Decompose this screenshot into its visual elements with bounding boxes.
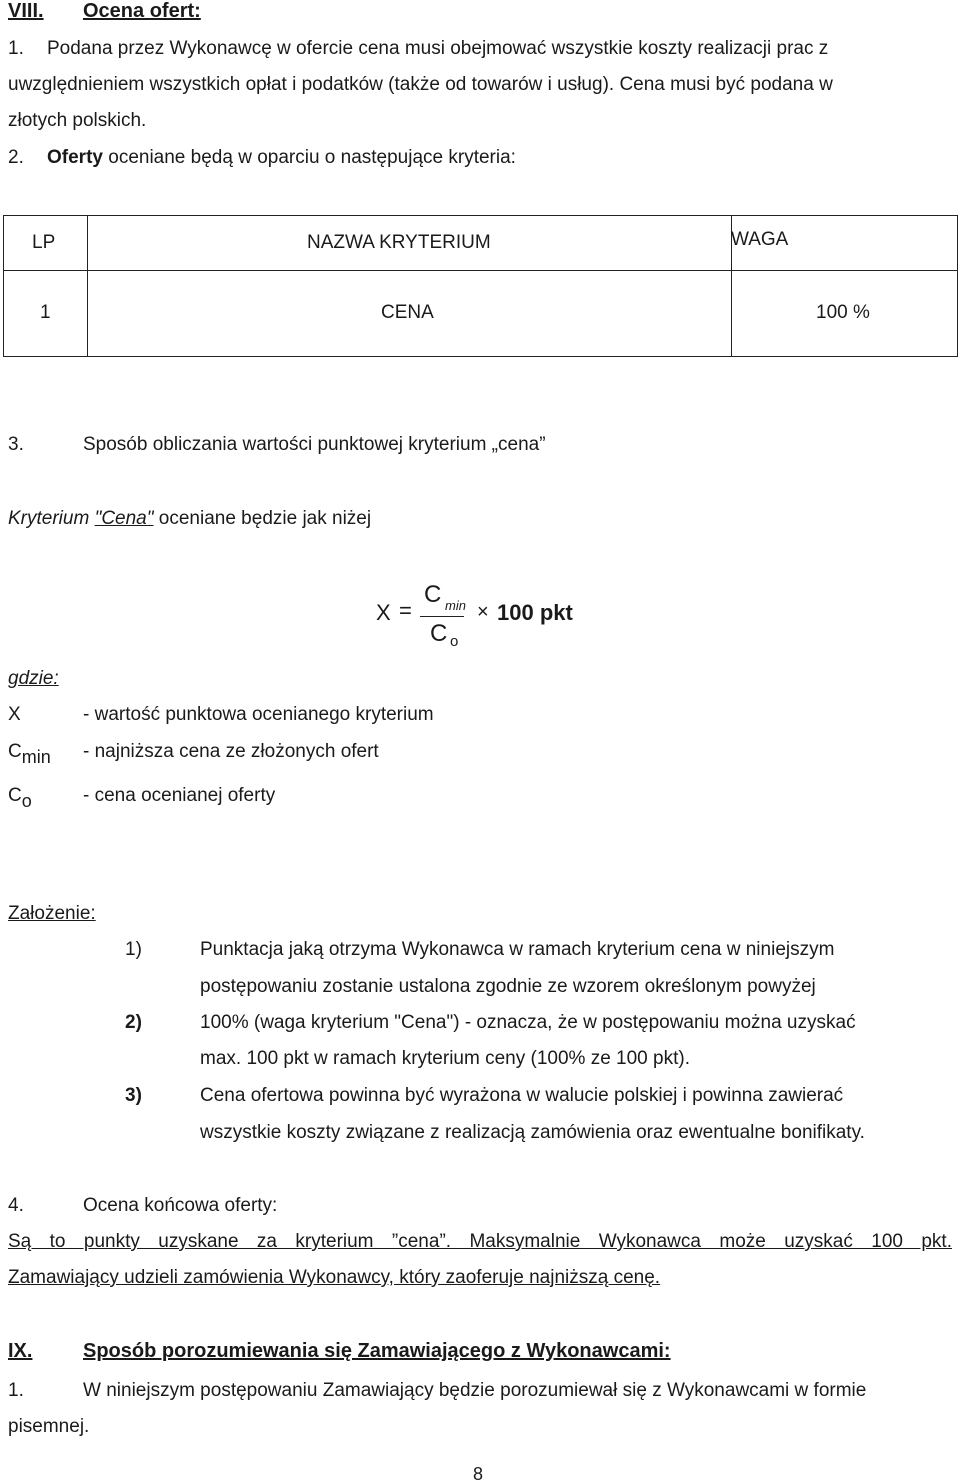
table-cell-weight: 100 % (816, 302, 870, 323)
formula-x: X (376, 600, 391, 625)
table-header-name: NAZWA KRYTERIUM (307, 232, 491, 253)
page-number: 8 (473, 1464, 484, 1484)
paragraph-line: W niniejszym postępowaniu Zamawiający będzie porozumiewał się z Wykonawcami w formie (83, 1380, 867, 1401)
italic-text: Kryterium (8, 508, 90, 529)
list-number: 4. (8, 1195, 24, 1216)
legend-description: - cena ocenianej oferty (83, 785, 276, 806)
legend-title: gdzie: (8, 668, 59, 689)
paragraph-line: max. 100 pkt w ramach kryterium ceny (100% ze 100 pkt). (200, 1048, 690, 1069)
italic-underlined-text: "Cena" (94, 508, 154, 529)
table-cell-name: CENA (381, 302, 434, 323)
list-number: 3. (8, 434, 24, 455)
paragraph-line: Cena ofertowa powinna być wyrażona w walucie polskiej i powinna zawierać (200, 1085, 844, 1106)
section-title: Sposób porozumiewania się Zamawiającego z Wykonawcami: (83, 1340, 671, 1362)
list-number: 2) (125, 1012, 142, 1033)
formula-numerator: C (424, 581, 442, 608)
fraction-bar (420, 616, 464, 617)
paragraph-line: pisemnej. (8, 1416, 90, 1437)
legend-description: - najniższa cena ze złożonych ofert (83, 741, 379, 762)
formula-denominator: C (430, 620, 448, 647)
paragraph-line: Podana przez Wykonawcę w ofercie cena musi obejmować wszystkie koszty realizacji prac z (47, 38, 829, 59)
paragraph-line (47, 147, 516, 169)
criteria-table (3, 215, 958, 357)
table-header-lp: LP (32, 232, 56, 253)
paragraph-line: złotych polskich. (8, 110, 147, 131)
list-number: 3) (125, 1085, 142, 1106)
legend-symbol: X (8, 704, 21, 725)
paragraph-line: Sposób obliczania wartości punktowej kryterium „cena” (83, 434, 546, 455)
paragraph-line: Ocena końcowa oferty: (83, 1195, 278, 1216)
section-number: IX. (8, 1340, 33, 1362)
paragraph-line: 100% (waga kryterium "Cena") - oznacza, że w postępowaniu można uzyskać (200, 1012, 856, 1033)
bold-word: Oferty (47, 147, 103, 168)
legend-symbol: Co (8, 785, 32, 811)
legend-symbol: Cmin (8, 741, 51, 767)
formula-denominator-sub: o (450, 633, 459, 650)
section-title: Ocena ofert: (83, 0, 201, 22)
paragraph-line: Punktacja jaką otrzyma Wykonawca w ramach kryterium cena w niniejszym (200, 939, 835, 960)
formula-value: 100 pkt (497, 600, 573, 625)
paragraph-line: wszystkie koszty związane z realizacją zamówienia oraz ewentualne bonifikaty. (200, 1122, 865, 1143)
list-number: 2. (8, 147, 24, 168)
paragraph-line (8, 508, 371, 530)
text-span: oceniane będzie jak niżej (158, 508, 372, 529)
text-span: oceniane będą w oparciu o następujące kryteria: (108, 147, 516, 168)
list-number: 1. (8, 1380, 24, 1401)
list-number: 1. (8, 38, 24, 59)
formula-times: × (477, 601, 489, 623)
assumption-title: Założenie: (8, 903, 96, 924)
formula-numerator-sub: min (445, 598, 466, 613)
formula-equals: = (399, 598, 412, 623)
list-number: 1) (125, 939, 142, 960)
paragraph-line: postępowaniu zostanie ustalona zgodnie ze wzorem określonym powyżej (200, 976, 816, 997)
paragraph-line: uwzględnieniem wszystkich opłat i podatków (także od towarów i usług). Cena musi być podana w (8, 74, 833, 95)
table-header-weight: WAGA (731, 229, 789, 250)
paragraph-line: Zamawiający udzieli zamówienia Wykonawcy, który zaoferuje najniższą cenę. (8, 1267, 661, 1288)
score-formula (370, 580, 610, 660)
section-number: VIII. (8, 0, 44, 22)
table-cell-lp: 1 (40, 302, 51, 323)
legend-description: - wartość punktowa ocenianego kryterium (83, 704, 434, 725)
paragraph-line: Są to punkty uzyskane za kryterium ”cena”. Maksymalnie Wykonawca może uzyskać 100 pkt. (8, 1231, 952, 1252)
